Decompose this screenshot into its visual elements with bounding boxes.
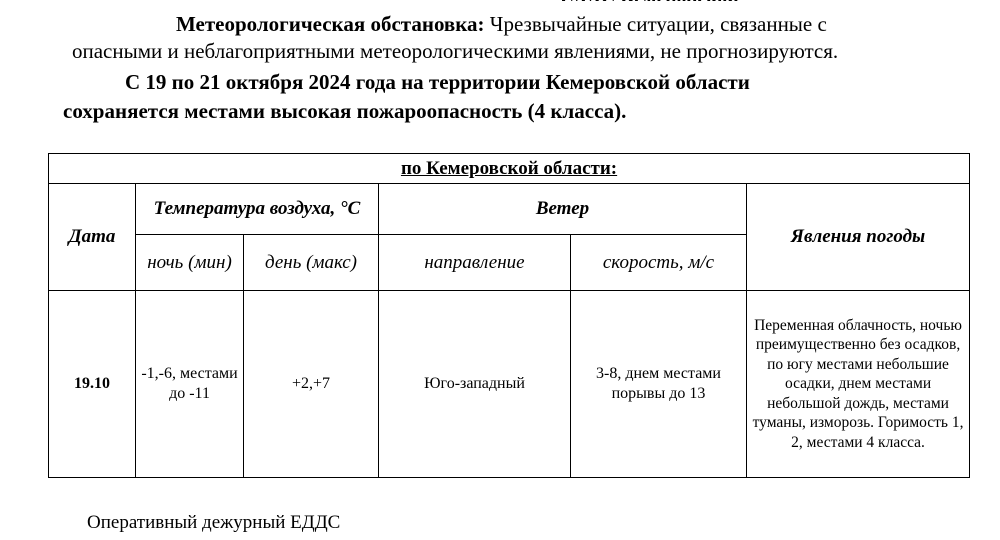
header-direction: направление xyxy=(379,235,571,291)
weather-situation-line1 xyxy=(176,12,827,36)
cell-night: -1,-6, местами до -11 xyxy=(136,291,244,478)
cell-speed: 3-8, днем местами порывы до 13 xyxy=(571,291,747,478)
header-wind: Ветер xyxy=(379,184,747,235)
table-title: по Кемеровской области: xyxy=(49,154,970,184)
fire-notice-line2: сохраняется местами высокая пожароопасность (4 класса). xyxy=(63,99,627,123)
cell-date: 19.10 xyxy=(49,291,136,478)
cell-phenomena: Переменная облачность, ночью преимущественно без осадков, по югу местами небольшие осадки, днем местами небольшой дождь, местами туманы, изморозь. Горимость 1, 2, местами 4 класса. xyxy=(747,291,970,478)
header-speed: скорость, м/с xyxy=(571,235,747,291)
header-date: Дата xyxy=(49,184,136,291)
header-day: день (макс) xyxy=(244,235,379,291)
cell-direction: Юго-западный xyxy=(379,291,571,478)
header-night: ночь (мин) xyxy=(136,235,244,291)
fire-notice-line1: С 19 по 21 октября 2024 года на территории Кемеровской области xyxy=(125,70,750,94)
clipped-heading xyxy=(560,0,780,1)
weather-situation-line2: опасными и неблагоприятными метеорологическими явлениями, не прогнозируются. xyxy=(72,39,839,63)
cell-day: +2,+7 xyxy=(244,291,379,478)
weather-situation-text: Чрезвычайные ситуации, связанные с xyxy=(484,12,827,36)
header-temperature: Температура воздуха, °С xyxy=(136,184,379,235)
footer-signature: Оперативный дежурный ЕДДС xyxy=(87,512,341,533)
header-phenomena: Явления погоды xyxy=(747,184,970,291)
forecast-table xyxy=(48,153,970,478)
weather-situation-label: Метеорологическая обстановка: xyxy=(176,12,485,36)
table-row xyxy=(49,291,970,478)
